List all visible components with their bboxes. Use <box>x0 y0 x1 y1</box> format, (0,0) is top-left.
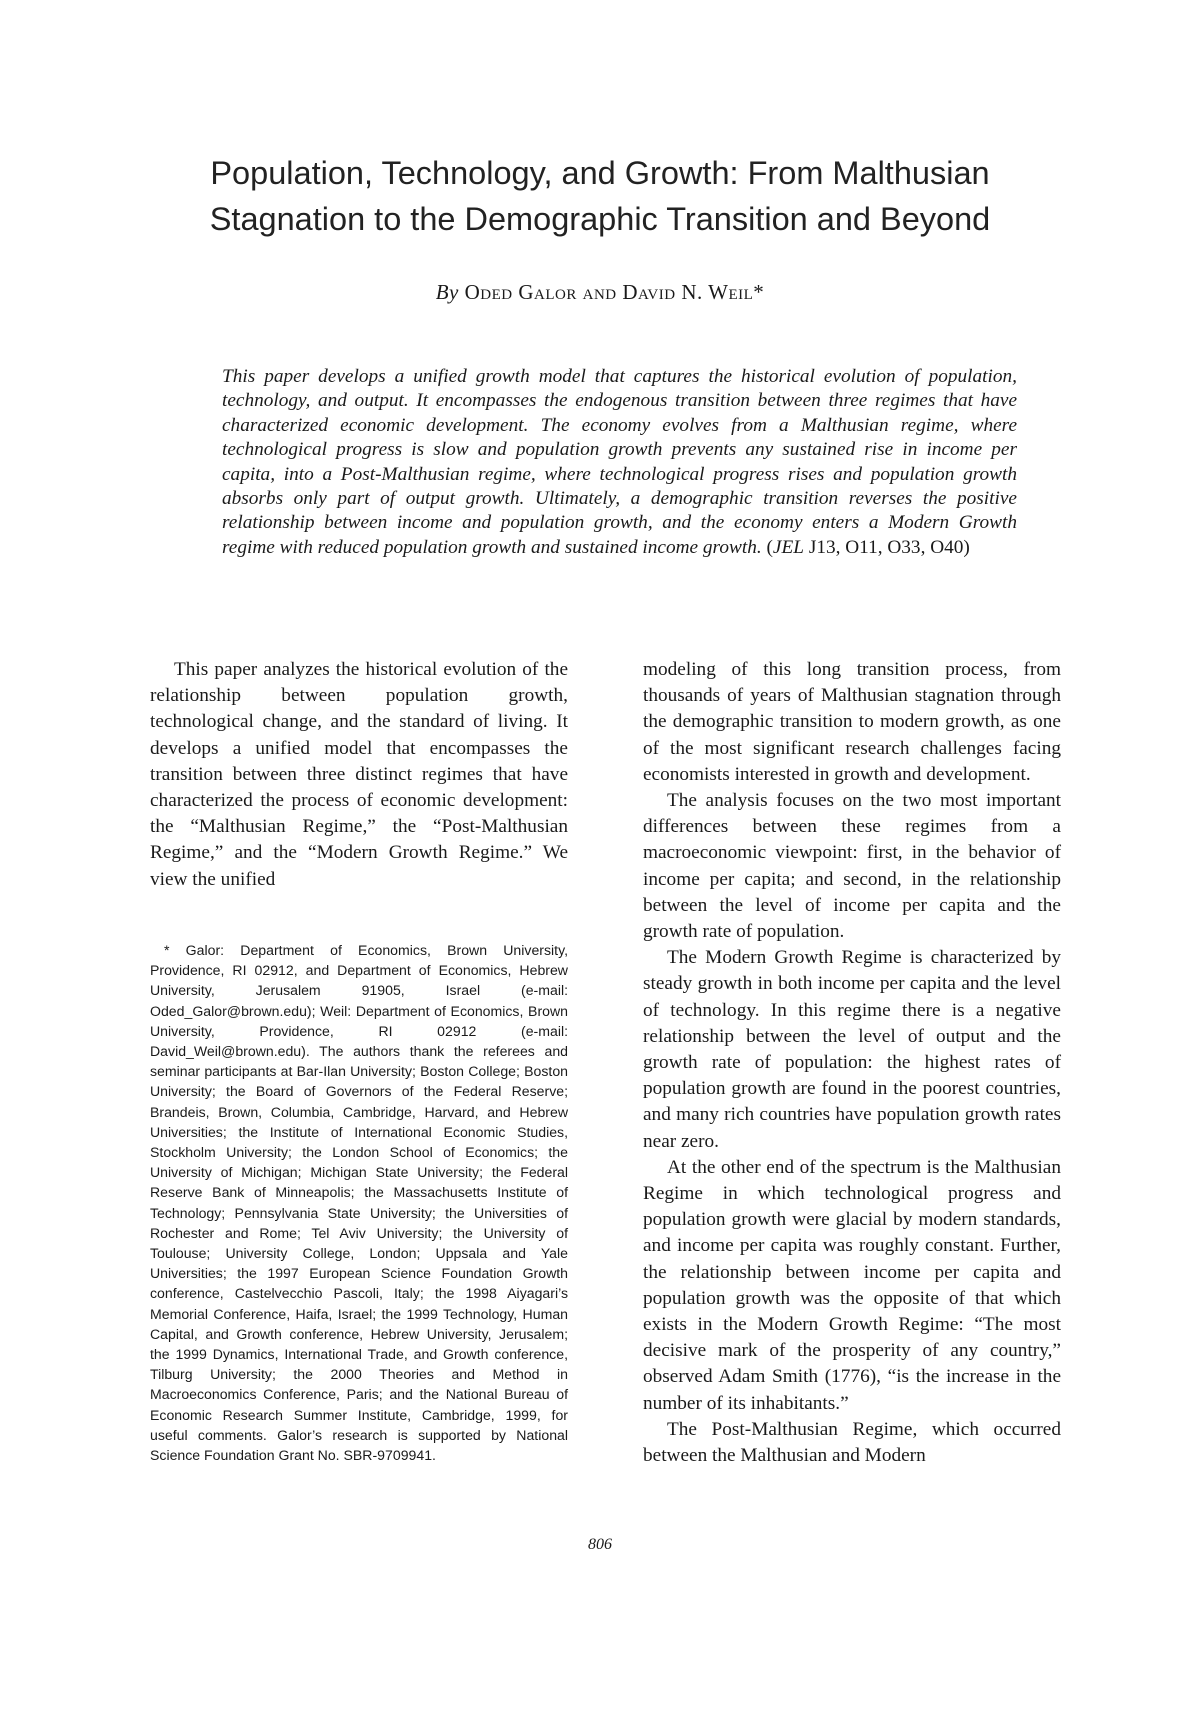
byline-authors: Oded Galor and David N. Weil* <box>464 280 765 304</box>
body-paragraph: The analysis focuses on the two most important differences between these regimes from a macroeconomic viewpoint: first, in the behavior of income per capita; and second, in the relationship between the level of income per capita and the growth rate of population. <box>643 790 1061 943</box>
abstract <box>222 365 1017 560</box>
title-line-2: Stagnation to the Demographic Transition and Beyond <box>209 201 991 237</box>
jel-codes: J13, O11, O33, O40) <box>808 536 970 558</box>
body-column-left <box>150 657 568 893</box>
byline-by: By <box>435 280 459 304</box>
body-paragraph: modeling of this long transition process, from thousands of years of Malthusian stagnation through the demographic transition to modern growth, as one of the most significant research challenges facing economists interested in growth and development. <box>643 659 1061 785</box>
page-number: 806 <box>588 1536 612 1553</box>
footnote-text: * Galor: Department of Economics, Brown University, Providence, RI 02912, and Department of Economics, Hebrew University, Jerusalem 91905, Israel (e-mail: Oded_Galor@brown.edu); Weil: Department of Economics, Brown University, Providence, RI 02912 (e-mail: David_Weil@brown.edu). The authors thank the referees and seminar participants at Bar-Ilan University; Boston College; Boston University; the Board of Governors of the Federal Reserve; Brandeis, Brown, Columbia, Cambridge, Harvard, and Hebrew Universities; the Institute of International Economic Studies, Stockholm University; the London School of Economics; the University of Michigan; Michigan State University; the Federal Reserve Bank of Minneapolis; the Massachusetts Institute of Technology; Pennsylvania State University; the Universities of Rochester and Rome; Tel Aviv University; the University of Toulouse; University College, London; Uppsala and Yale Universities; the 1997 European Science Foundation Growth conference, Castelvecchio Pascoli, Italy; the 1998 Aiyagari’s Memorial Conference, Haifa, Israel; the 1999 Technology, Human Capital, and Growth conference, Hebrew University, Jerusalem; the 1999 Dynamics, International Trade, and Growth conference, Tilburg University; the 2000 Theories and Method in Macroeconomics Conference, Paris; and the National Bureau of Economic Research Summer Institute, Cambridge, 1999, for useful comments. Galor’s research is supported by National Science Foundation Grant No. SBR-9709941. <box>150 942 568 1464</box>
body-paragraph: The Modern Growth Regime is characterized by steady growth in both income per capita and the level of technology. In this regime there is a negative relationship between the level of output and the growth rate of population: the highest rates of population growth are found in the poorest countries, and many rich countries have population growth rates near zero. <box>643 947 1061 1152</box>
author-footnote <box>150 940 568 1465</box>
jel-classification: (JEL J13, O11, O33, O40) <box>766 536 970 558</box>
title-line-1: Population, Technology, and Growth: From Malthusian <box>210 155 990 191</box>
jel-label: JEL <box>772 536 804 558</box>
body-paragraph: The Post-Malthusian Regime, which occurred between the Malthusian and Modern <box>643 1418 1061 1467</box>
abstract-text: This paper develops a unified growth model that captures the historical evolution of population, technology, and output. It encompasses the endogenous transition between three regimes that have characterized economic development. The economy evolves from a Malthusian regime, where technological progress is slow and population growth prevents any sustained rise in income per capita, into a Post-Malthusian regime, where technological progress rises and population growth absorbs only part of output growth. Ultimately, a demographic transition reverses the positive relationship between income and population growth, and the economy enters a Modern Growth regime with reduced population growth and sustained income growth. <box>222 366 1017 558</box>
paper-title <box>150 150 1050 242</box>
body-paragraph: This paper analyzes the historical evolution of the relationship between population growth, technological change, and the standard of living. It develops a unified model that encompasses the transition between three distinct regimes that have characterized the process of economic development: the “Malthusian Regime,” the “Post-Malthusian Regime,” and the “Modern Growth Regime.” We view the unified <box>150 659 568 890</box>
body-column-right <box>643 657 1061 1469</box>
author-byline <box>150 280 1050 305</box>
body-paragraph: At the other end of the spectrum is the Malthusian Regime in which technological progress and population growth were glacial by modern standards, and income per capita was roughly constant. Further, the relationship between income per capita and population growth was the opposite of that which exists in the Modern Growth Regime: “The most decisive mark of the prosperity of any country,” observed Adam Smith (1776), “is the increase in the number of its inhabitants.” <box>643 1156 1061 1414</box>
